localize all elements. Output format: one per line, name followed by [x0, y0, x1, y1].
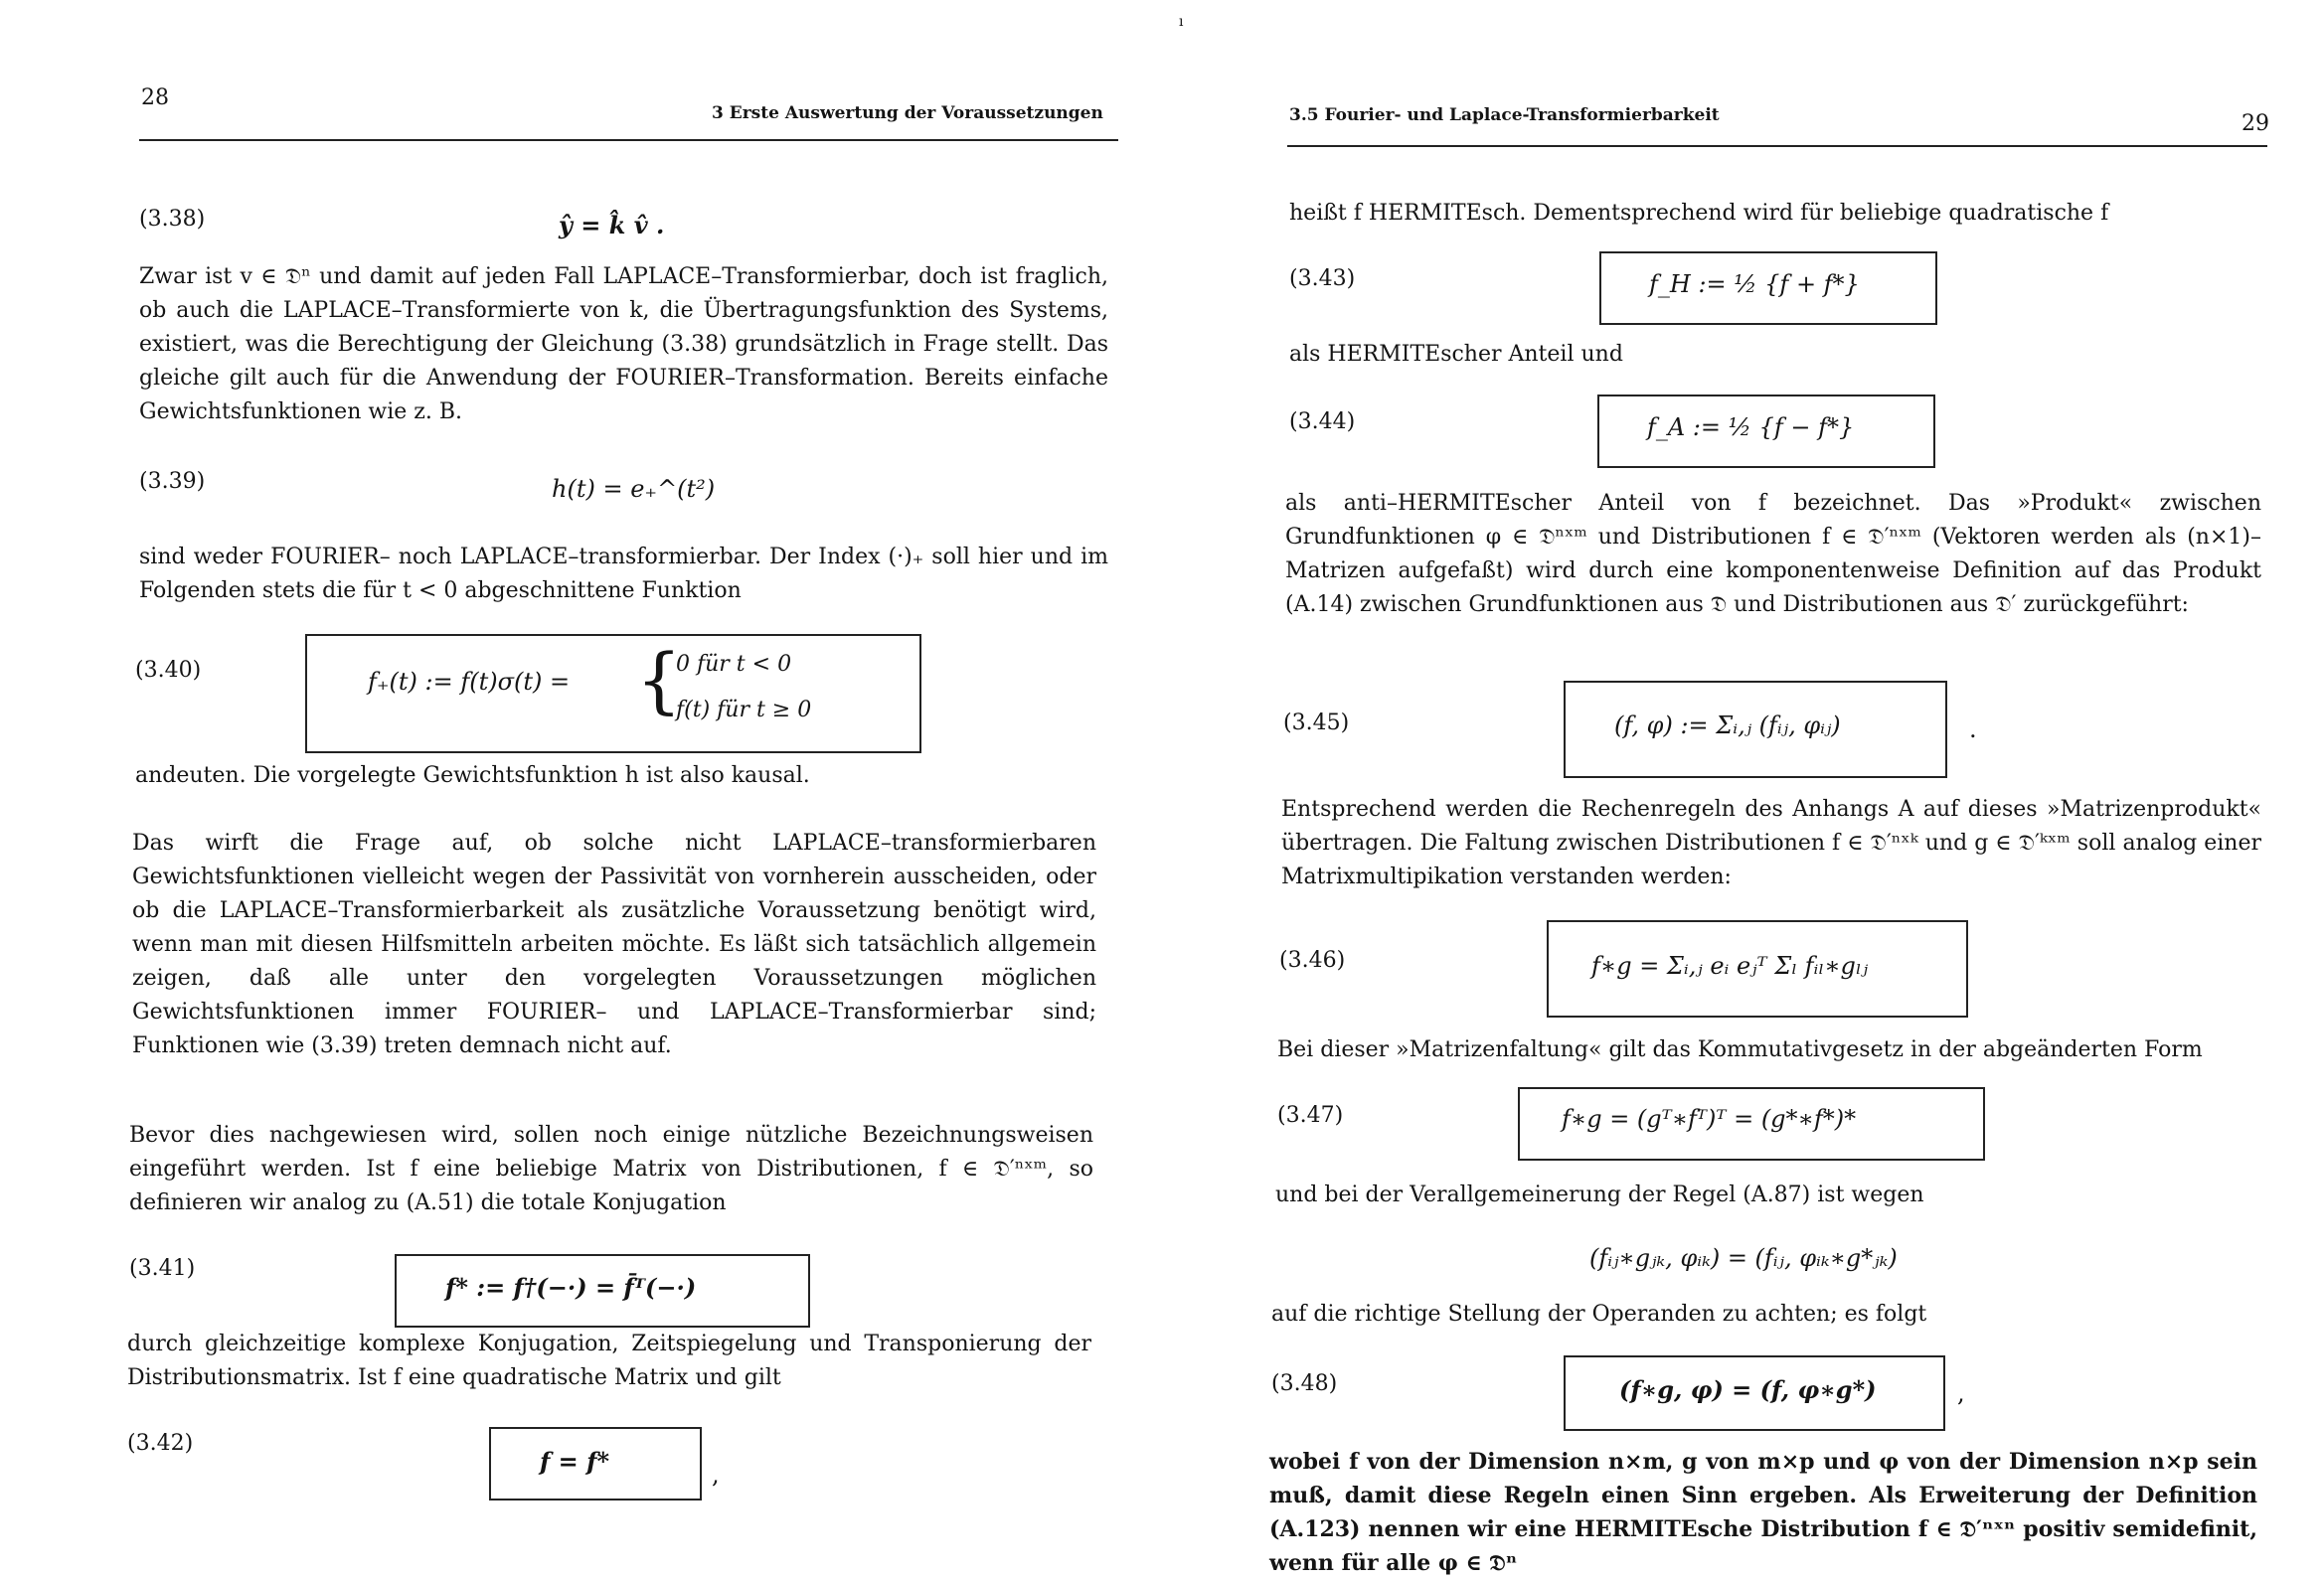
equation-3-48: (f∗g, φ) = (f, φ∗g*): [1619, 1375, 1877, 1404]
case-brace: {: [636, 638, 682, 721]
equation-label-3-46: (3.46): [1279, 948, 1346, 973]
equation-label-3-44: (3.44): [1289, 409, 1356, 434]
equation-label-3-40: (3.40): [135, 658, 202, 683]
equation-3-42-trailing: ,: [712, 1461, 720, 1489]
case-line-2: f(t) für t ≥ 0: [676, 698, 812, 722]
equation-3-39: h(t) = e₊^(t²): [552, 475, 716, 503]
equation-3-48-trailing: ,: [1957, 1379, 1965, 1407]
equation-label-3-38: (3.38): [139, 207, 206, 232]
equation-3-41: f* := f†(−·) = f̄ᵀ(−·): [445, 1273, 697, 1302]
equation-3-44: f_A := ½ {f − f*}: [1647, 413, 1855, 441]
paragraph-7: auf die richtige Stellung der Operanden zu achten; es folgt: [1271, 1302, 1927, 1327]
equation-3-42: f = f*: [540, 1447, 610, 1476]
paragraph-4: Entsprechend werden die Rechenregeln des Anhangs A auf dieses »Matrizenprodukt« übertragen. Die Faltung zwischen Distributionen f ∈ 𝔇′ⁿˣᵏ und g ∈ 𝔇′ᵏˣᵐ soll analog einer Matrixmultipikation verstanden werden:: [1281, 797, 2261, 889]
paragraph-2: sind weder FOURIER– noch LAPLACE–transformierbar. Der Index (·)₊ soll hier und im Folgenden stets die für t < 0 abgeschnittene Funktion: [139, 545, 1108, 603]
equation-3-40: f₊(t) := f(t)σ(t) =: [368, 668, 571, 696]
paragraph-6: durch gleichzeitige komplexe Konjugation, Zeitspiegelung und Transponierung der Distributionsmatrix. Ist f eine quadratische Matrix und gilt: [127, 1332, 1091, 1390]
paragraph-6: und bei der Verallgemeinerung der Regel (A.87) ist wegen: [1275, 1183, 1924, 1207]
paragraph-2: als HERMITEscher Anteil und: [1289, 342, 1623, 367]
paragraph-3: andeuten. Die vorgelegte Gewichtsfunktion h ist also kausal.: [135, 763, 810, 788]
paragraph-1: Zwar ist v ∈ 𝔇ⁿ und damit auf jeden Fall LAPLACE–Transformierbar, doch ist fraglich, ob auch die LAPLACE–Transformierte von k, die Übertragungsfunktion des Systems, existiert, was die Berechtigung der Gleichung (3.38) grundsätzlich in Frage stellt. Das gleiche gilt auch für die Anwendung der FOURIER–Transformation. Bereits einfache Gewichtsfunktionen wie z. B.: [139, 264, 1108, 424]
equation-3-46: f∗g = Σᵢ,ⱼ eᵢ eⱼᵀ Σₗ fᵢₗ∗gₗⱼ: [1591, 952, 1869, 980]
case-line-1: 0 für t < 0: [676, 652, 792, 677]
equation-label-3-42: (3.42): [127, 1431, 194, 1456]
paragraph-5: Bei dieser »Matrizenfaltung« gilt das Kommutativgesetz in der abgeänderten Form: [1277, 1037, 2203, 1062]
equation-3-47: f∗g = (gᵀ∗fᵀ)ᵀ = (g*∗f*)*: [1562, 1105, 1857, 1133]
header-rule: [1287, 145, 2267, 147]
equation-3-45-trailing: .: [1969, 715, 1977, 743]
equation-label-3-39: (3.39): [139, 469, 206, 494]
equation-label-3-43: (3.43): [1289, 266, 1356, 291]
equation-inline: (fᵢⱼ∗gⱼₖ, φᵢₖ) = (fᵢⱼ, φᵢₖ∗g*ⱼₖ): [1589, 1244, 1898, 1272]
equation-3-43: f_H := ½ {f + f*}: [1649, 270, 1860, 298]
page-number: 28: [141, 85, 169, 110]
equation-label-3-48: (3.48): [1271, 1371, 1338, 1396]
paragraph-1: heißt f HERMITEsch. Dementsprechend wird für beliebige quadratische f: [1289, 201, 2109, 226]
equation-label-3-45: (3.45): [1283, 711, 1350, 735]
paragraph-8: wobei f von der Dimension n×m, g von m×p und φ von der Dimension n×p sein muß, damit diese Regeln einen Sinn ergeben. Als Erweiterung der Definition (A.123) nennen wir eine HERMITEsche Distribution f ∈ 𝔇′ⁿˣⁿ positiv semidefinit, wenn für alle φ ∈ 𝔇ⁿ: [1269, 1449, 2257, 1576]
equation-label-3-47: (3.47): [1277, 1103, 1344, 1128]
paragraph-5: Bevor dies nachgewiesen wird, sollen noch einige nützliche Bezeichnungsweisen eingeführt werden. Ist f eine beliebige Matrix von Distributionen, f ∈ 𝔇′ⁿˣᵐ, so definieren wir analog zu (A.51) die totale Konjugation: [129, 1123, 1093, 1215]
header-rule: [139, 139, 1118, 141]
left-page: [0, 0, 1162, 1577]
page-corner-mark: ı: [1179, 14, 1184, 30]
running-head: 3 Erste Auswertung der Voraussetzungen: [712, 103, 1103, 123]
page-number: 29: [2241, 111, 2269, 136]
running-head: 3.5 Fourier- und Laplace-Transformierbarkeit: [1289, 105, 1720, 125]
equation-3-45: (f, φ) := Σᵢ,ⱼ (fᵢⱼ, φᵢⱼ): [1614, 711, 1841, 739]
paragraph-4: Das wirft die Frage auf, ob solche nicht LAPLACE–transformierbaren Gewichtsfunktionen vielleicht wegen der Passivität von vornherein ausscheiden, oder ob die LAPLACE–Transformierbarkeit als zusätzliche Voraussetzung benötigt wird, wenn man mit diesen Hilfsmitteln arbeiten möchte. Es läßt sich tatsächlich allgemein zeigen, daß alle unter den vorgelegten Voraussetzungen möglichen Gewichtsfunktionen immer FOURIER– und LAPLACE–Transformierbar sind; Funktionen wie (3.39) treten demnach nicht auf.: [132, 831, 1096, 1058]
equation-3-38: ŷ = k̂ v̂ .: [559, 211, 665, 239]
right-page: [1162, 0, 2324, 1577]
paragraph-3: als anti–HERMITEscher Anteil von f bezeichnet. Das »Produkt« zwischen Grundfunktionen φ ∈ 𝔇ⁿˣᵐ und Distributionen f ∈ 𝔇′ⁿˣᵐ (Vektoren werden als (n×1)–Matrizen aufgefaßt) wird durch eine komponentenweise Definition auf das Produkt (A.14) zwischen Grundfunktionen aus 𝔇 und Distributionen aus 𝔇′ zurückgeführt:: [1285, 491, 2261, 617]
equation-label-3-41: (3.41): [129, 1256, 196, 1281]
